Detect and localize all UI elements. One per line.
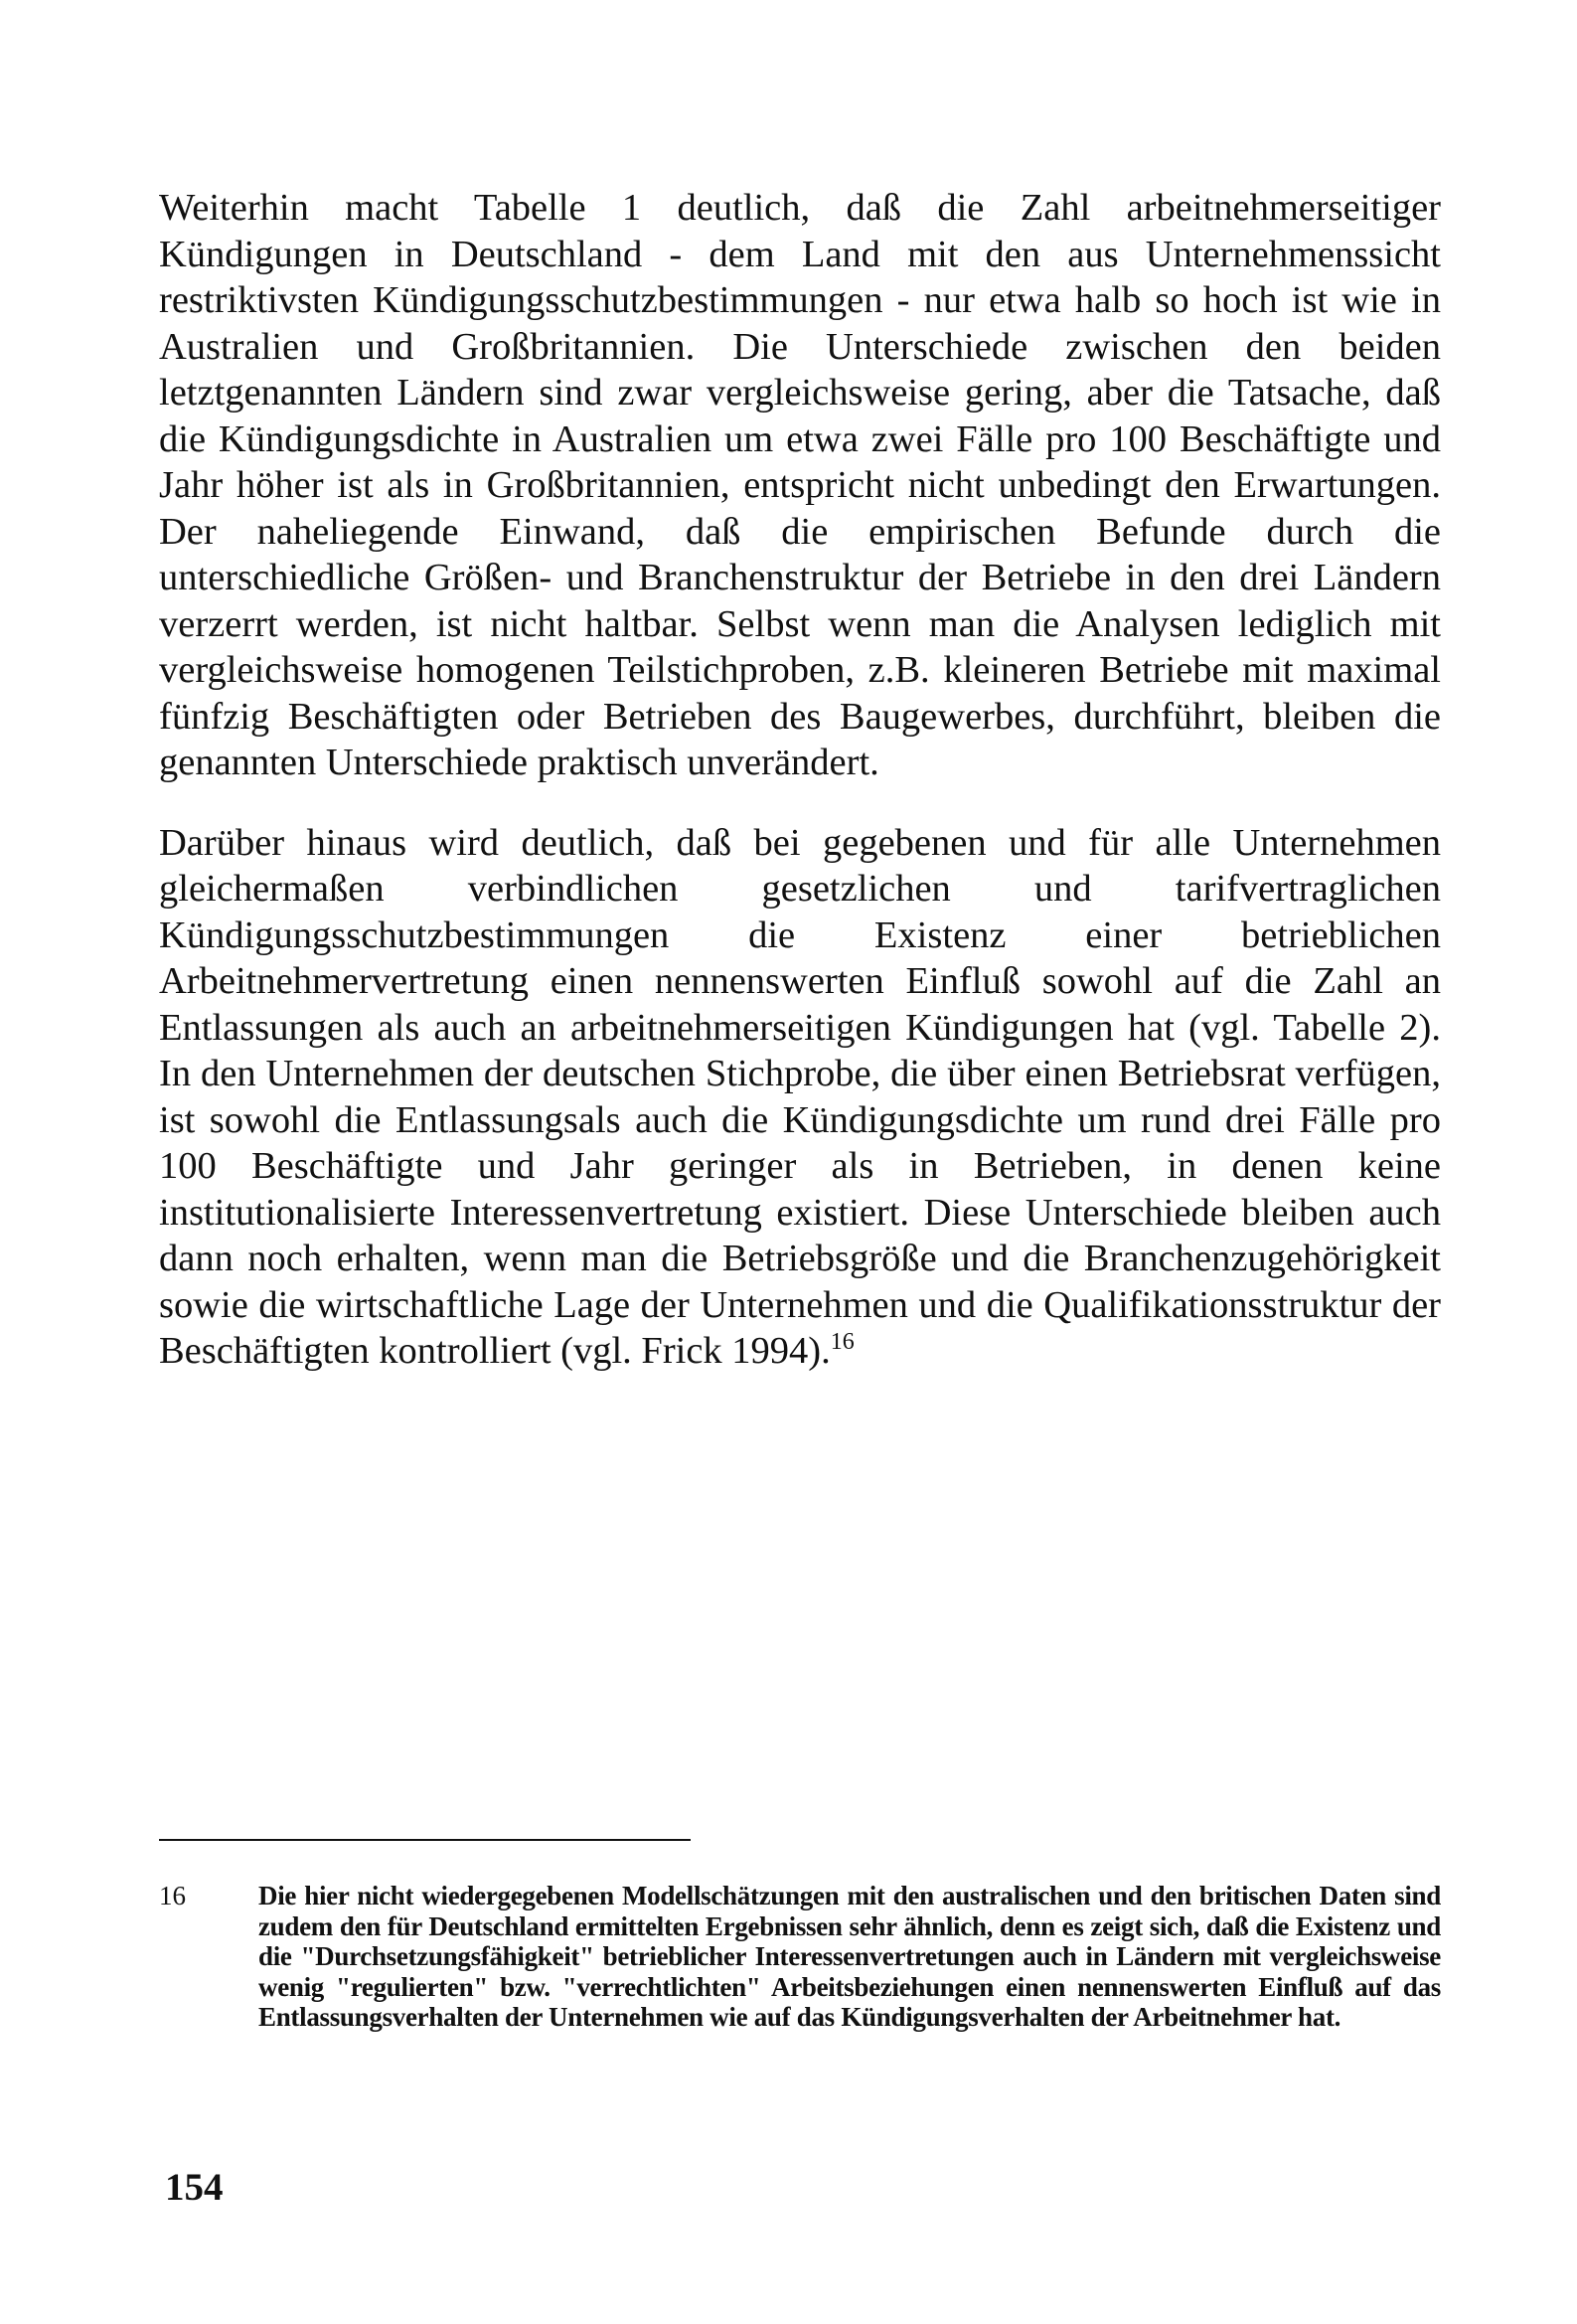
- paragraph-2-text: Darüber hinaus wird deutlich, daß bei gegebenen und für alle Unternehmen gleichermaßen verbindlichen gesetzlichen und tarifvertraglichen Kündigungsschutzbestimmungen die Existenz einer betrieblichen Arbeitnehmervertretung einen nennenswerten Einfluß sowohl auf die Zahl an Entlassungen als auch an arbeitnehmerseitigen Kündigungen hat (vgl. Tabelle 2). In den Unternehmen der deutschen Stichprobe, die über einen Betriebsrat verfügen, ist sowohl die Entlassungsals auch die Kündigungsdichte um rund drei Fälle pro 100 Beschäftigte und Jahr geringer als in Betrieben, in denen keine institutionalisierte Interessenvertretung existiert. Diese Unterschiede bleiben auch dann noch erhalten, wenn man die Betriebsgröße und die Branchenzugehörigkeit sowie die wirtschaftliche Lage der Unternehmen und die Qualifikationsstruktur der Beschäftigten kontrolliert (vgl. Frick 1994).: [159, 821, 1441, 1372]
- footnote: [159, 1881, 1441, 2033]
- footnote-separator: [159, 1839, 691, 1841]
- paragraph-1: [159, 185, 1441, 786]
- footnote-reference[interactable]: 16: [830, 1329, 855, 1355]
- footnote-text: Die hier nicht wiedergegebenen Modellschätzungen mit den australischen und den britischen Daten sind zudem den für Deutschland ermittelten Ergebnissen sehr ähnlich, denn es zeigt sich, daß die Existenz und die "Durchsetzungsfähigkeit" betrieblicher Interessenvertretungen auch in Ländern mit vergleichsweise wenig "regulierten" bzw. "verrechtlichten" Arbeitsbeziehungen einen nennenswerten Einfluß auf das Entlassungsverhalten der Unternehmen wie auf das Kündigungsverhalten der Arbeitnehmer hat.: [258, 1881, 1441, 2032]
- footnote-number: 16: [159, 1881, 186, 1910]
- paragraph-2: [159, 820, 1441, 1375]
- paragraph-1-text: Weiterhin macht Tabelle 1 deutlich, daß die Zahl arbeitnehmerseitiger Kündigungen in Deutschland - dem Land mit den aus Unternehmenssicht restriktivsten Kündigungsschutzbestimmungen - nur etwa halb so hoch ist wie in Australien und Großbritannien. Die Unterschiede zwischen den beiden letztgenannten Ländern sind zwar vergleichsweise gering, aber die Tatsache, daß die Kündigungsdichte in Australien um etwa zwei Fälle pro 100 Beschäftigte und Jahr höher ist als in Großbritannien, entspricht nicht unbedingt den Erwartungen. Der naheliegende Einwand, daß die empirischen Befunde durch die unterschiedliche Größen- und Branchenstruktur der Betriebe in den drei Ländern verzerrt werden, ist nicht haltbar. Selbst wenn man die Analysen lediglich mit vergleichsweise homogenen Teilstichproben, z.B. kleineren Betriebe mit maximal fünfzig Beschäftigten oder Betrieben des Baugewerbes, durchführt, bleiben die genannten Unterschiede praktisch unverändert.: [159, 187, 1441, 783]
- main-text: [159, 185, 1441, 1375]
- page-number: 154: [165, 2166, 224, 2209]
